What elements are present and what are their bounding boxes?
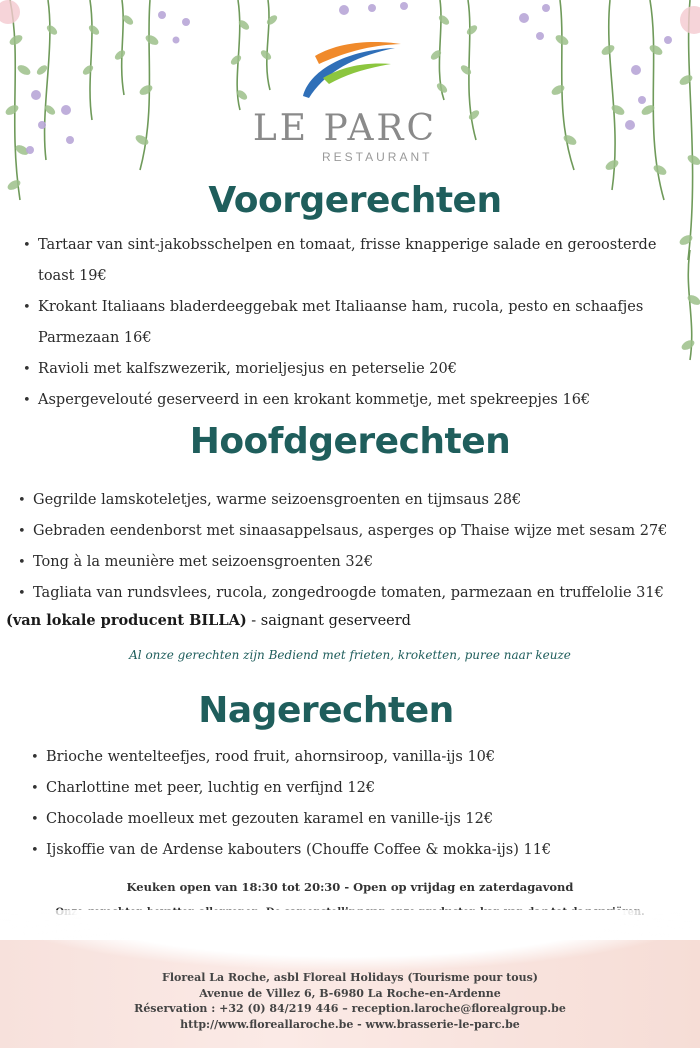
bullet-icon: • [18,555,26,570]
bullet-icon: • [23,393,31,408]
bullet-icon: • [31,750,39,765]
bullet-icon: • [31,781,39,796]
desserts-list [31,742,686,866]
bullet-icon: • [31,812,39,827]
mains-heading: Hoofdgerechten [189,421,511,462]
mains-list [18,485,693,609]
bullet-icon: • [23,238,31,253]
starters-heading: Voorgerechten [208,180,502,221]
list-item: • Brioche wentelteefjes, rood fruit, ahornsiroop, vanilla-ijs 10€ [46,742,686,773]
bullet-icon: • [23,300,31,315]
starters-list [23,230,690,416]
list-item: • Gegrilde lamskoteletjes, warme seizoensgroenten en tijmsaus 28€ [33,485,693,516]
kitchen-hours: Keuken open van 18:30 tot 20:30 - Open op vrijdag en zaterdagavond [126,880,574,894]
logo-swoosh-icon [295,36,405,106]
footer-address: Avenue de Villez 6, B-6980 La Roche-en-Ardenne [199,986,501,1000]
list-item: • Ijskoffie van de Ardense kabouters (Chouffe Coffee & mokka-ijs) 11€ [46,835,686,866]
list-item: • Tong à la meunière met seizoensgroenten 32€ [33,547,693,578]
footer [0,970,700,1032]
list-item: • Ravioli met kalfszwezerik, morieljesjus en peterselie 20€ [38,354,690,385]
bullet-icon: • [23,362,31,377]
restaurant-logo [0,30,700,170]
list-item: • Tagliata van rundsvlees, rucola, zongedroogde tomaten, parmezaan en truffelolie 31€ [33,578,693,609]
footer-reservation: Réservation : +32 (0) 84/219 446 – reception.laroche@florealgroup.be [134,1002,566,1015]
footer-websites: http://www.floreallaroche.be - www.brasserie-le-parc.be [180,1017,520,1031]
brand-subtitle: RESTAURANT [322,150,433,164]
desserts-heading: Nagerechten [198,690,454,731]
bullet-icon: • [18,586,26,601]
list-item: • Aspergevelouté geserveerd in een krokant kommetje, met spekreepjes 16€ [38,385,690,416]
list-item: • Gebraden eendenborst met sinaasappelsaus, asperges op Thaise wijze met sesam 27€ [33,516,693,547]
bullet-icon: • [18,493,26,508]
list-item: • Krokant Italiaans bladerdeeggebak met Italiaanse ham, rucola, pesto en schaafjes Parmezaan 16€ [38,292,690,354]
bullet-icon: • [31,843,39,858]
sides-note: Al onze gerechten zijn Bediend met frieten, kroketten, puree naar keuze [129,648,571,662]
list-item: • Charlottine met peer, luchtig en verfijnd 12€ [46,773,686,804]
list-item: • Chocolade moelleux met gezouten karamel en vanille-ijs 12€ [46,804,686,835]
bullet-icon: • [18,524,26,539]
brand-name: LE PARC [252,108,438,149]
list-item: • Tartaar van sint-jakobsschelpen en tomaat, frisse knapperige salade en geroosterde toast 19€ [38,230,690,292]
producer-note: (van lokale producent BILLA) - saignant geserveerd [6,612,411,629]
footer-organization: Floreal La Roche, asbl Floreal Holidays (Tourisme pour tous) [162,971,538,984]
